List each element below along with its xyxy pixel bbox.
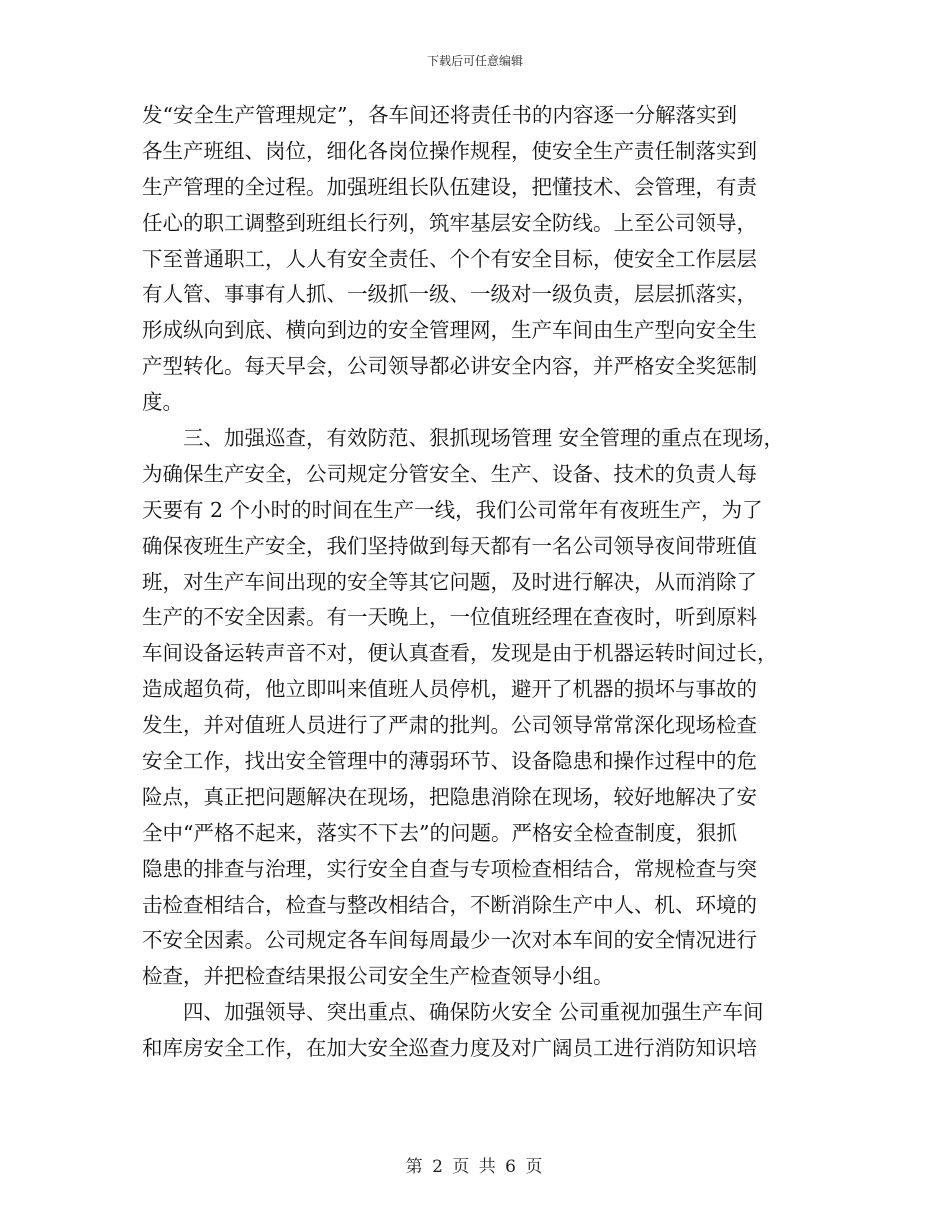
section-heading-line: 三、加强巡查，有效防范、狠抓现场管理 安全管理的重点在现场， bbox=[142, 426, 785, 451]
text-line: 安全工作，找出安全管理中的薄弱环节、设备隐患和操作过程中的危 bbox=[142, 749, 757, 774]
text-line: 度。 bbox=[142, 390, 183, 415]
text-line: 各生产班组、岗位，细化各岗位操作规程，使安全生产责任制落实到 bbox=[142, 138, 757, 163]
text-line: 发“安全生产管理规定”，各车间还将责任书的内容逐一分解落实到 bbox=[142, 103, 737, 127]
text-line: 险点，真正把问题解决在现场，把隐患消除在现场，较好地解决了安 bbox=[142, 784, 757, 809]
text-line: 全中“严格不起来，落实不下去”的问题。严格安全检查制度，狠抓 bbox=[142, 820, 737, 845]
text-line: 下至普通职工，人人有安全责任、个个有安全目标，使安全工作层层 bbox=[142, 246, 757, 271]
text-line: 和库房安全工作，在加大安全巡查力度及对广阔员工进行消防知识培 bbox=[142, 1036, 757, 1061]
text-line: 形成纵向到底、横向到边的安全管理网，生产车间由生产型向安全生 bbox=[142, 318, 757, 343]
page-header-note: 下载后可任意编辑 bbox=[426, 54, 523, 68]
text-line: 为确保生产安全，公司规定分管安全、生产、设备、技术的负责人每 bbox=[142, 461, 757, 486]
text-line: 生产的不安全因素。有一天晚上，一位值班经理在查夜时，听到原料 bbox=[142, 605, 757, 630]
document-body bbox=[142, 98, 822, 1067]
text-line: 车间设备运转声音不对，便认真查看，发现是由于机器运转时间过长， bbox=[142, 641, 778, 666]
text-line: 隐患的排查与治理，实行安全自查与专项检查相结合，常规检查与突 bbox=[142, 856, 757, 881]
text-line: 击检查相结合，检查与整改相结合，不断消除生产中人、机、环境的 bbox=[142, 892, 757, 917]
page-number-footer: 第 2 页 共 6 页 bbox=[405, 1157, 545, 1177]
text-line: 班，对生产车间出现的安全等其它问题，及时进行解决，从而消除了 bbox=[142, 569, 757, 594]
text-line: 有人管、事事有人抓、一级抓一级、一级对一级负责，层层抓落实， bbox=[142, 282, 757, 307]
text-line: 生产管理的全过程。加强班组长队伍建设，把懂技术、会管理，有责 bbox=[142, 174, 757, 199]
text-line: 发生，并对值班人员进行了严肃的批判。公司领导常常深化现场检查 bbox=[142, 713, 757, 738]
text-line: 检查，并把检查结果报公司安全生产检查领导小组。 bbox=[142, 964, 614, 989]
text-line: 天要有 2 个小时的时间在生产一线，我们公司常年有夜班生产，为了 bbox=[142, 497, 763, 522]
text-line: 任心的职工调整到班组长行列，筑牢基层安全防线。上至公司领导， bbox=[142, 210, 757, 235]
text-line: 造成超负荷，他立即叫来值班人员停机，避开了机器的损坏与事故的 bbox=[142, 677, 757, 702]
text-line: 确保夜班生产安全，我们坚持做到每天都有一名公司领导夜间带班值 bbox=[142, 533, 757, 558]
text-line: 产型转化。每天早会，公司领导都必讲安全内容，并严格安全奖惩制 bbox=[142, 354, 757, 379]
section-heading-line: 四、加强领导、突出重点、确保防火安全 公司重视加强生产车间 bbox=[142, 1000, 764, 1025]
text-line: 不安全因素。公司规定各车间每周最少一次对本车间的安全情况进行 bbox=[142, 928, 757, 953]
